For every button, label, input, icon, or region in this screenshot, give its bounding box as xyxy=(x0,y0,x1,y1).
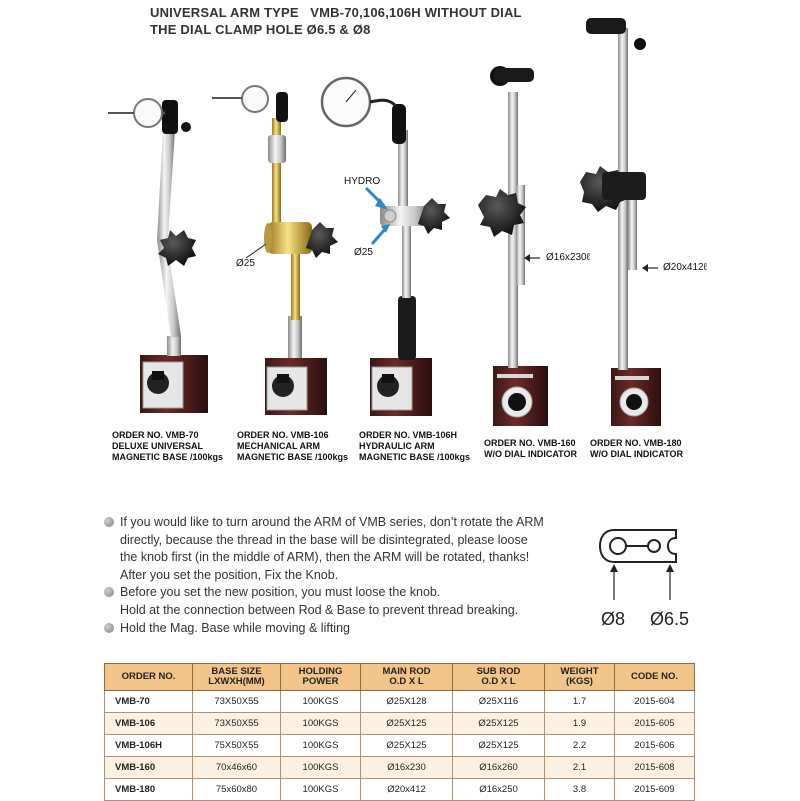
vmb-70-illustration xyxy=(108,99,208,413)
col-header: ORDER NO. xyxy=(105,664,193,691)
table-cell: 70x46x60 xyxy=(193,757,281,779)
d25-label-vmb106h: Ø25 xyxy=(354,247,373,258)
table-cell: VMB-106 xyxy=(105,713,193,735)
table-cell: VMB-106H xyxy=(105,735,193,757)
caption-order: ORDER NO. VMB-160 xyxy=(484,438,576,448)
table-cell: Ø25X125 xyxy=(453,735,545,757)
table-header-row xyxy=(105,664,695,691)
table-cell: 100KGS xyxy=(281,691,361,713)
caption-vmb-70 xyxy=(112,430,247,463)
table-cell: Ø16x250 xyxy=(453,779,545,801)
col-header: CODE NO. xyxy=(615,664,695,691)
d25-arrow xyxy=(372,228,386,244)
note-1-cont: After you set the position, Fix the Knob. xyxy=(120,567,339,582)
caption-desc: W/O DIAL INDICATOR xyxy=(484,449,577,459)
clamp-d8-label: Ø8 xyxy=(601,609,626,629)
table-cell: VMB-70 xyxy=(105,691,193,713)
col-header: HOLDING POWER xyxy=(281,664,361,691)
table-row xyxy=(105,713,695,735)
table-cell: 1.9 xyxy=(545,713,615,735)
table-cell: 1.7 xyxy=(545,691,615,713)
vmb-180-illustration xyxy=(580,18,661,426)
caption-order: ORDER NO. VMB-106 xyxy=(237,430,329,440)
vmb-106-illustration xyxy=(212,86,338,415)
table-cell: 100KGS xyxy=(281,713,361,735)
d25a-arrow xyxy=(246,244,266,258)
table-cell: 2015-609 xyxy=(615,779,695,801)
table-row xyxy=(105,779,695,801)
caption-vmb-180 xyxy=(590,438,725,460)
title-line-2: THE DIAL CLAMP HOLE Ø6.5 & Ø8 xyxy=(150,22,371,37)
caption-order: ORDER NO. VMB-106H xyxy=(359,430,458,440)
table-cell: 2015-608 xyxy=(615,757,695,779)
d25-label-vmb106: Ø25 xyxy=(236,258,255,269)
table-cell: 75X50X55 xyxy=(193,735,281,757)
caption-desc: HYDRAULIC ARM xyxy=(359,441,435,451)
title-line-1: UNIVERSAL ARM TYPE VMB-70,106,106H WITHOUT DIAL xyxy=(150,5,522,20)
note-1: If you would like to turn around the ARM of VMB series, don’t rotate the ARM xyxy=(104,514,584,532)
clamp-hole-diagram xyxy=(596,524,692,604)
table-cell: 100KGS xyxy=(281,735,361,757)
hydro-label: HYDRO xyxy=(344,176,381,187)
rod-label-vmb160: Ø16x230ℓ xyxy=(546,252,590,263)
table-cell: 2.2 xyxy=(545,735,615,757)
table-cell: Ø25X125 xyxy=(453,713,545,735)
vmb-106h-illustration xyxy=(322,78,450,416)
table-cell: 75x60x80 xyxy=(193,779,281,801)
table-cell: Ø25X128 xyxy=(361,691,453,713)
caption-desc: W/O DIAL INDICATOR xyxy=(590,449,683,459)
table-cell: VMB-180 xyxy=(105,779,193,801)
table-cell: Ø16x260 xyxy=(453,757,545,779)
table-row xyxy=(105,691,695,713)
caption-order: ORDER NO. VMB-70 xyxy=(112,430,199,440)
caption-desc: MAGNETIC BASE /100kgs xyxy=(237,452,349,462)
caption-desc: MAGNETIC BASE /100kgs xyxy=(112,452,224,462)
note-1-cont: the knob first (in the middle of ARM), then the ARM will be rotated, thanks! xyxy=(120,550,530,565)
col-header: WEIGHT (KGS) xyxy=(545,664,615,691)
table-cell: 2015-604 xyxy=(615,691,695,713)
caption-vmb-106h xyxy=(359,430,494,463)
caption-vmb-106 xyxy=(237,430,372,463)
vmb-160-illustration xyxy=(478,66,548,426)
col-header: SUB ROD O.D X L xyxy=(453,664,545,691)
bullet-icon xyxy=(104,587,114,597)
table-cell: 73X50X55 xyxy=(193,691,281,713)
table-cell: Ø16x230 xyxy=(361,757,453,779)
bullet-icon xyxy=(104,517,114,527)
table-row xyxy=(105,735,695,757)
rod-label-vmb180: Ø20x412ℓ xyxy=(663,262,707,273)
spec-table xyxy=(104,663,695,801)
note-1-cont: directly, because the thread in the base will be disintegrated, please loose xyxy=(120,532,528,547)
clamp-d65-label: Ø6.5 xyxy=(650,609,690,629)
note-2-cont: Hold at the connection between Rod & Base to prevent thread breaking. xyxy=(120,602,519,617)
caption-order: ORDER NO. VMB-180 xyxy=(590,438,682,448)
col-header: BASE SIZE LXWXH(MM) xyxy=(193,664,281,691)
usage-notes xyxy=(104,514,584,637)
bullet-icon xyxy=(104,623,114,633)
table-row xyxy=(105,757,695,779)
table-cell: 2015-605 xyxy=(615,713,695,735)
table-cell: 2015-606 xyxy=(615,735,695,757)
table-cell: 73X50X55 xyxy=(193,713,281,735)
note-3: Hold the Mag. Base while moving & lifting xyxy=(104,620,584,638)
table-cell: Ø25X125 xyxy=(361,713,453,735)
table-cell: Ø20x412 xyxy=(361,779,453,801)
table-cell: Ø25X116 xyxy=(453,691,545,713)
table-cell: 2.1 xyxy=(545,757,615,779)
table-cell: 100KGS xyxy=(281,779,361,801)
col-header: MAIN ROD O.D X L xyxy=(361,664,453,691)
table-cell: 100KGS xyxy=(281,757,361,779)
table-cell: VMB-160 xyxy=(105,757,193,779)
caption-desc: MECHANICAL ARM xyxy=(237,441,320,451)
table-cell: Ø25X125 xyxy=(361,735,453,757)
note-2: Before you set the new position, you must loose the knob. xyxy=(104,584,584,602)
table-cell: 3.8 xyxy=(545,779,615,801)
caption-desc: MAGNETIC BASE /100kgs xyxy=(359,452,471,462)
caption-desc: DELUXE UNIVERSAL xyxy=(112,441,204,451)
